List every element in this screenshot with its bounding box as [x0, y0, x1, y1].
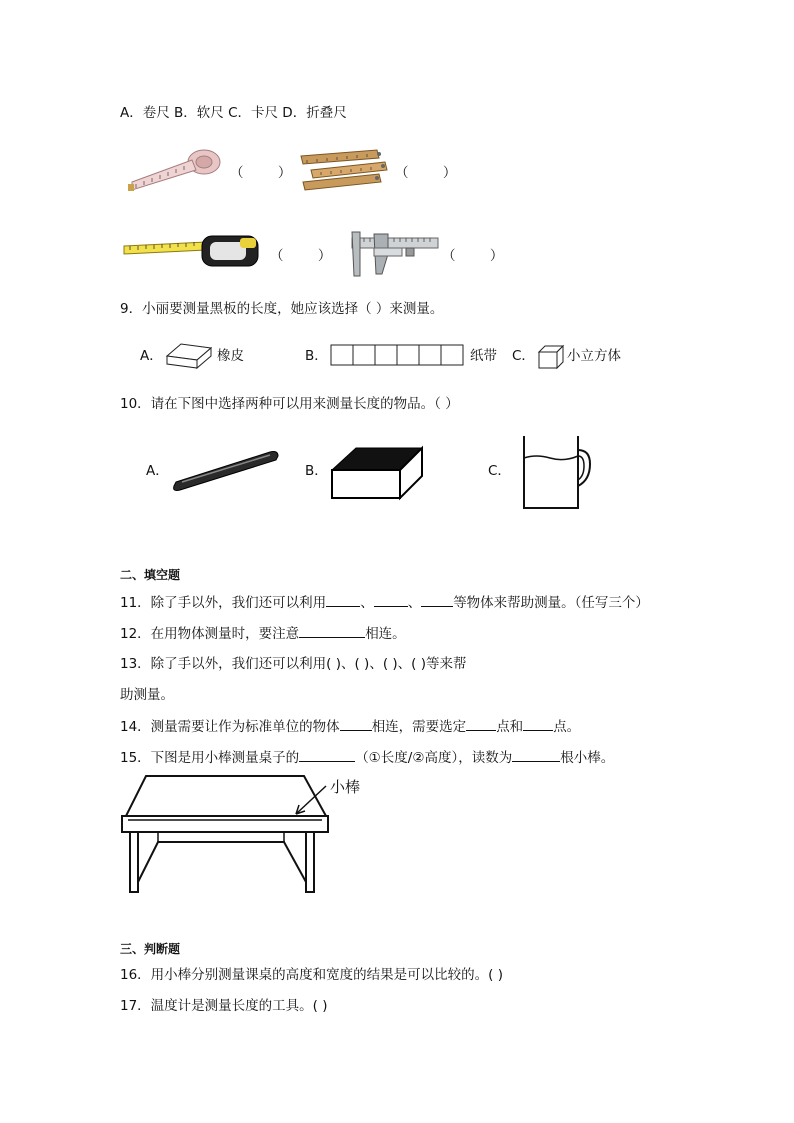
q10-option-c: C．: [488, 463, 511, 479]
q14: [120, 717, 580, 736]
q12-text-a: 12．在用物体测量时，要注意: [120, 626, 300, 642]
q8-answer-1[interactable]: （ ）: [230, 165, 292, 181]
q13-line-2: 助测量。: [120, 687, 174, 703]
q8-answer-3[interactable]: （ ）: [270, 248, 332, 264]
q11-text-b: 等物体来帮助测量。（任写三个）: [453, 595, 649, 611]
q9-option-a-letter: A．: [140, 348, 163, 364]
q14-text-b: 相连，需要选定: [371, 719, 467, 735]
q15: [120, 748, 614, 767]
q14-text-d: 点。: [553, 719, 581, 735]
q9-option-c-label: 小立方体: [567, 348, 621, 364]
section-2-title: 二、填空题: [120, 568, 181, 582]
cup-icon: [520, 434, 594, 512]
q9-option-a-label: 橡皮: [217, 348, 244, 364]
q9-option-c-letter: C．: [512, 348, 535, 364]
q15-text-b: （①长度/②高度），读数为: [355, 750, 513, 766]
q14-text-a: 14．测量需要让作为标准单位的物体: [120, 719, 340, 735]
section-3-title: 三、判断题: [120, 942, 181, 956]
q15-text-c: 根小棒。: [560, 750, 615, 766]
q10-question: 10．请在下图中选择两种可以用来测量长度的物品。（ ）: [120, 396, 459, 412]
q9-option-b-label: 纸带: [470, 348, 497, 364]
q11-blank-3[interactable]: [421, 593, 453, 607]
q11-blank-1[interactable]: [326, 593, 360, 607]
eraser-icon: [163, 340, 215, 372]
q11-text-a: 11．除了手以外，我们还可以利用: [120, 595, 327, 611]
q14-blank-2[interactable]: [466, 717, 496, 731]
q17: 17．温度计是测量长度的工具。( ): [120, 998, 328, 1014]
stick-label: 小棒: [330, 778, 361, 796]
folding-ruler-icon: [297, 146, 393, 194]
q10-option-b: B．: [305, 463, 328, 479]
q11-sep-1: 、: [360, 595, 374, 611]
q11-sep-2: 、: [407, 595, 422, 611]
q14-blank-1[interactable]: [340, 717, 372, 731]
q16: 16．用小棒分别测量课桌的高度和宽度的结果是可以比较的。( ): [120, 967, 504, 983]
q12: [120, 624, 406, 643]
small-cube-icon: [537, 344, 565, 370]
vernier-caliper-icon: [344, 224, 442, 280]
retractable-tape-measure-icon: [122, 232, 264, 270]
q8-answer-2[interactable]: （ ）: [395, 165, 457, 181]
q15-blank-2[interactable]: [512, 748, 560, 762]
q12-blank[interactable]: [299, 624, 365, 638]
q9-question: 9．小丽要测量黑板的长度，她应该选择（ ）来测量。: [120, 301, 444, 317]
paper-strip-icon: [330, 343, 466, 367]
stick-icon: [170, 446, 282, 494]
q13-line-1: 13．除了手以外，我们还可以利用( )、( )、( )、( )等来帮: [120, 656, 467, 672]
q15-blank-1[interactable]: [299, 748, 355, 762]
q11: [120, 593, 649, 612]
soft-tape-measure-icon: [126, 146, 224, 196]
q15-text-a: 15．下图是用小棒测量桌子的: [120, 750, 300, 766]
block-icon: [328, 444, 426, 502]
q9-option-b-letter: B．: [305, 348, 328, 364]
q12-text-b: 相连。: [365, 626, 406, 642]
q14-text-c: 点和: [496, 719, 524, 735]
q8-options: A．卷尺 B．软尺 C．卡尺 D．折叠尺: [120, 105, 347, 121]
q11-blank-2[interactable]: [374, 593, 408, 607]
q8-answer-4[interactable]: （ ）: [442, 248, 504, 264]
q14-blank-3[interactable]: [523, 717, 553, 731]
q10-option-a: A．: [146, 463, 169, 479]
